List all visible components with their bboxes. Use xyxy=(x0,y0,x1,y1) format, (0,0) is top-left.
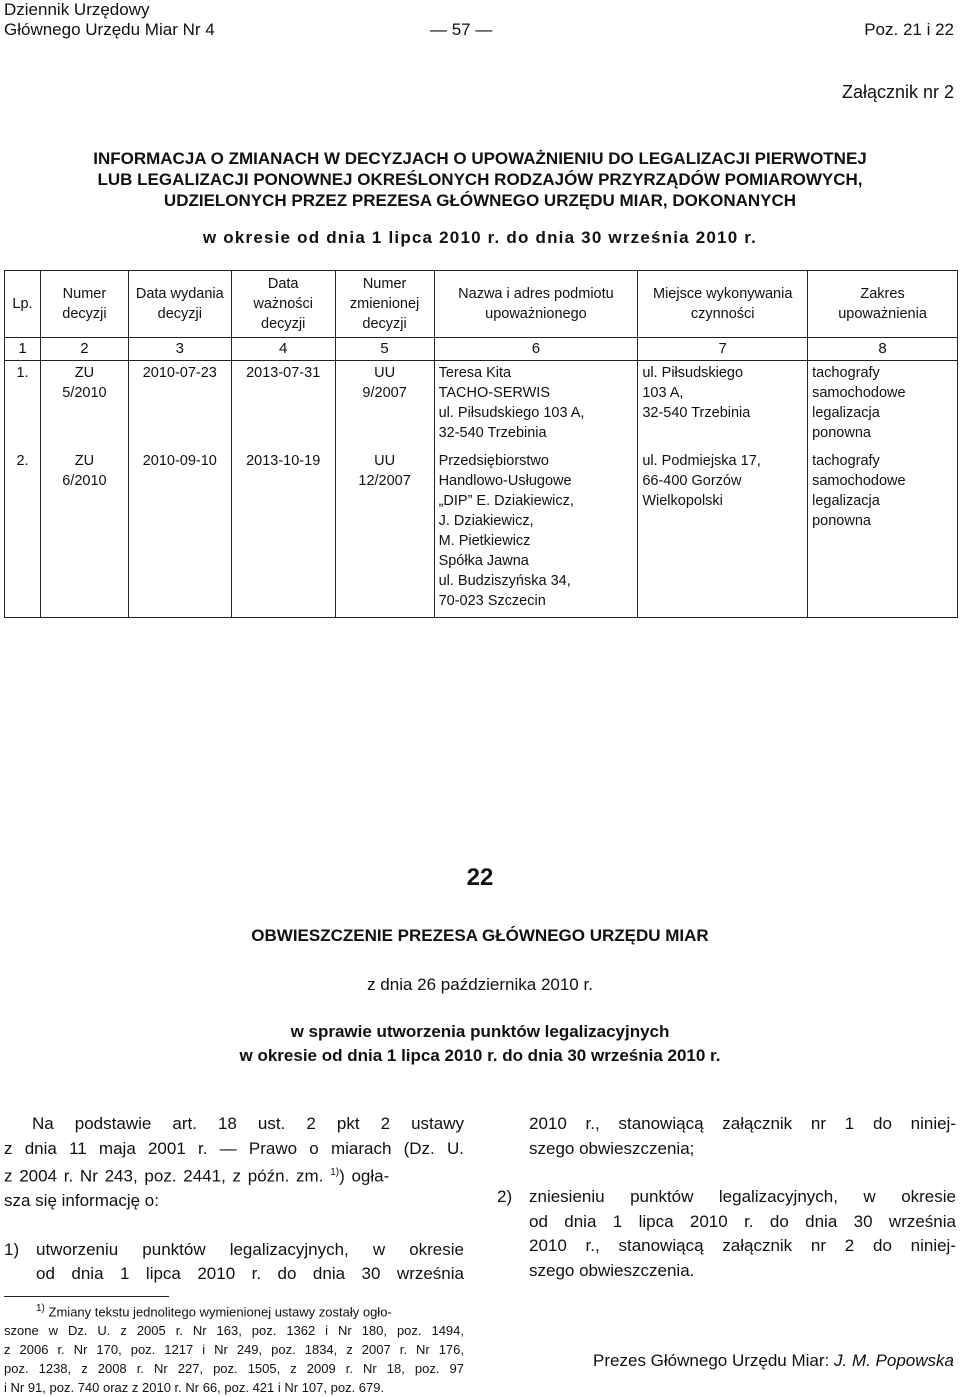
column-number: 1 xyxy=(5,338,41,361)
cell-zakres: tachografy samochodowe legalizacja ponowna xyxy=(808,449,958,618)
table-header-row xyxy=(5,271,958,338)
cell-numer-zmienionej: UU 12/2007 xyxy=(335,449,434,618)
list-number: 2) xyxy=(497,1187,513,1206)
cell-lp: 2. xyxy=(16,453,29,469)
footnote-line: szone w Dz. U. z 2005 r. Nr 163, poz. 1362 i Nr 180, poz. 1494, xyxy=(4,1323,464,1339)
list-item-2 xyxy=(497,1185,956,1283)
list-number: 1) xyxy=(4,1239,20,1259)
announcement-subject xyxy=(0,1020,960,1068)
signature xyxy=(593,1351,954,1371)
journal-line-1: Dziennik Urzędowy xyxy=(4,0,150,19)
annex-period: w okresie od dnia 1 lipca 2010 r. do dnia 30 września 2010 r. xyxy=(202,228,758,247)
page-number: — 57 — xyxy=(430,20,493,39)
cell-miejsce: ul. Podmiejska 17, 66-400 Gorzów Wielkopolski xyxy=(638,449,808,618)
subject-line-2: w okresie od dnia 1 lipca 2010 r. do dnia 30 września 2010 r. xyxy=(239,1046,721,1065)
cell-data-wydania: 2010-07-23 xyxy=(128,361,231,450)
annex-title xyxy=(0,148,960,211)
cell-data-waznosci: 2013-07-31 xyxy=(231,361,335,450)
list-line: zniesieniu punktów legalizacyjnych, w okresie xyxy=(529,1187,956,1206)
column-number: 3 xyxy=(128,338,231,361)
signature-name: J. M. Popowska xyxy=(834,1351,954,1370)
column-number: 6 xyxy=(434,338,638,361)
cell-zakres: tachografy samochodowe legalizacja ponowna xyxy=(808,361,958,450)
signature-label: Prezes Głównego Urzędu Miar: xyxy=(593,1351,830,1370)
body-line-with-ref: z 2004 r. Nr 243, poz. 2441, z późn. zm. $^{1)}$) ogła- xyxy=(4,1166,390,1186)
footnote-ref: 1) xyxy=(330,1167,340,1178)
column-number: 4 xyxy=(231,338,335,361)
list-line: szego obwieszczenia. xyxy=(529,1260,695,1280)
column-number-row xyxy=(5,338,958,361)
list-line: 2010 r., stanowiącą załącznik nr 2 do niniej- xyxy=(529,1236,956,1255)
table-row xyxy=(5,361,958,450)
footnote xyxy=(4,1299,464,1397)
header-miejsce: Miejsce wykonywania czynności xyxy=(638,271,808,338)
table-row xyxy=(5,449,958,618)
annex-title-line-1: INFORMACJA O ZMIANACH W DECYZJACH O UPOWAŻNIENIU DO LEGALIZACJI PIERWOTNEJ xyxy=(93,149,867,168)
cell-podmiot: Przedsiębiorstwo Handlowo-Usługowe „DIP” E. Dziakiewicz, J. Dziakiewicz, M. Pietkiewicz Spółka Jawna ul. Budziszyńska 34, 70-023 Szczecin xyxy=(434,449,638,618)
column-number: 5 xyxy=(335,338,434,361)
column-number: 8 xyxy=(808,338,958,361)
column-number: 7 xyxy=(638,338,808,361)
body-line: sza się informację o: xyxy=(4,1191,159,1211)
header-podmiot: Nazwa i adres podmiotu upoważnionego xyxy=(434,271,638,338)
announcement-title: OBWIESZCZENIE PREZESA GŁÓWNEGO URZĘDU MIAR xyxy=(251,926,709,945)
list-item-1 xyxy=(4,1238,464,1287)
list-line: utworzeniu punktów legalizacyjnych, w okresie xyxy=(36,1239,464,1259)
header-numer-zmienionej: Numer zmienionej decyzji xyxy=(335,271,434,338)
body-line: Na podstawie art. 18 ust. 2 pkt 2 ustawy xyxy=(32,1114,464,1133)
cell-podmiot: Teresa Kita TACHO-SERWIS ul. Piłsudskiego 103 A, 32-540 Trzebinia xyxy=(434,361,638,450)
header-lp: Lp. xyxy=(5,271,41,338)
list-line: 2010 r., stanowiącą załącznik nr 1 do niniej- xyxy=(529,1114,956,1133)
cell-data-waznosci: 2013-10-19 xyxy=(231,449,335,618)
annex-title-line-2: LUB LEGALIZACJI PONOWNEJ OKREŚLONYCH RODZAJÓW PRZYRZĄDÓW POMIAROWYCH, xyxy=(97,170,863,189)
header-numer: Numer decyzji xyxy=(40,271,128,338)
annex-label: Załącznik nr 2 xyxy=(841,82,954,102)
right-column xyxy=(497,1112,956,1283)
list-line: od dnia 1 lipca 2010 r. do dnia 30 września xyxy=(529,1211,956,1231)
footnote-line: $^{1)}$ Zmiany tekstu jednolitego wymienionej ustawy zostały ogło- xyxy=(36,1303,392,1320)
footnote-line: z 2006 r. Nr 170, poz. 1217 i Nr 249, poz. 1834, z 2007 r. Nr 176, xyxy=(4,1342,464,1358)
header-zakres: Zakres upoważnienia xyxy=(808,271,958,338)
footnote-line: poz. 1238, z 2008 r. Nr 227, poz. 1505, z 2009 r. Nr 18, poz. 97 xyxy=(4,1361,464,1377)
annex-title-line-3: UDZIELONYCH PRZEZ PREZESA GŁÓWNEGO URZĘDU MIAR, DOKONANYCH xyxy=(163,191,797,210)
body-line: z dnia 11 maja 2001 r. — Prawo o miarach (Dz. U. xyxy=(4,1138,464,1158)
footnote-divider xyxy=(4,1296,169,1297)
cell-miejsce: ul. Piłsudskiego 103 A, 32-540 Trzebinia xyxy=(638,361,808,450)
journal-line-2: Głównego Urzędu Miar Nr 4 xyxy=(4,20,215,39)
list-line: szego obwieszczenia; xyxy=(529,1138,695,1158)
footnote-marker: 1) xyxy=(36,1303,45,1314)
footnote-line: i Nr 91, poz. 740 oraz z 2010 r. Nr 66, poz. 421 i Nr 107, poz. 679. xyxy=(4,1380,385,1396)
cell-numer: ZU 5/2010 xyxy=(40,361,128,450)
cell-data-wydania: 2010-09-10 xyxy=(128,449,231,618)
announcement-number: 22 xyxy=(466,864,494,891)
position-ref: Poz. 21 i 22 xyxy=(864,20,954,39)
header-data-waznosci: Data ważności decyzji xyxy=(231,271,335,338)
header-data-wydania: Data wydania decyzji xyxy=(128,271,231,338)
subject-line-1: w sprawie utworzenia punktów legalizacyjnych xyxy=(290,1022,670,1041)
cell-numer-zmienionej: UU 9/2007 xyxy=(335,361,434,450)
list-line: od dnia 1 lipca 2010 r. do dnia 30 września xyxy=(36,1264,464,1284)
column-number: 2 xyxy=(40,338,128,361)
journal-name xyxy=(4,0,215,40)
announcement-date: z dnia 26 października 2010 r. xyxy=(367,975,593,994)
decisions-table xyxy=(4,270,958,618)
cell-numer: ZU 6/2010 xyxy=(40,449,128,618)
left-column xyxy=(4,1112,464,1287)
cell-lp: 1. xyxy=(16,365,29,381)
